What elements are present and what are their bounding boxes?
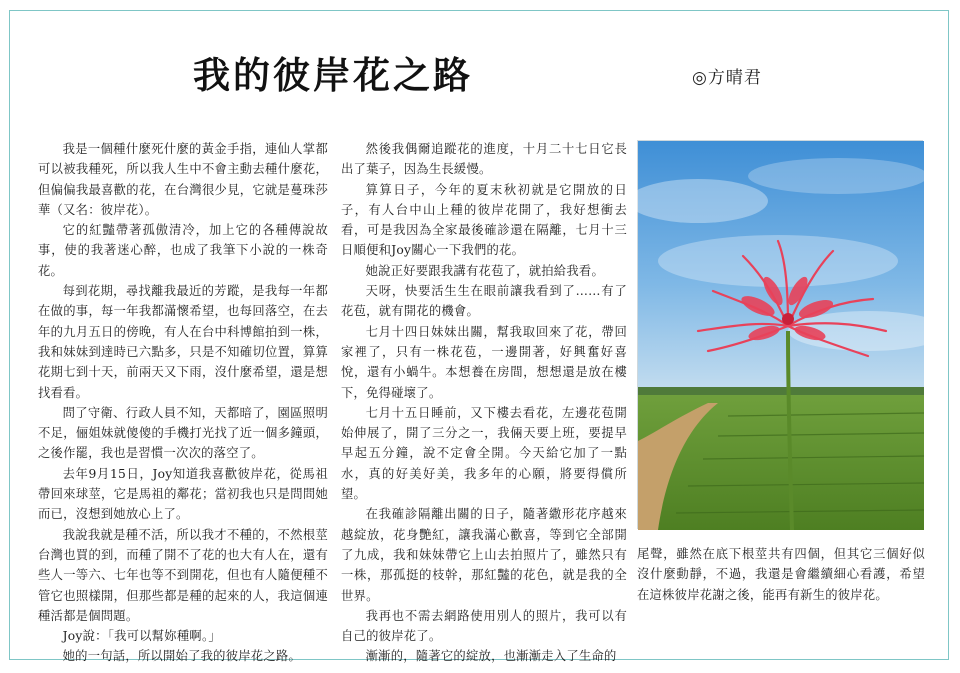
paragraph: 去年9月15日，Joy知道我喜歡彼岸花，從馬祖帶回來球莖，它是馬祖的鄰花；當初我也只是問問她而已，沒想到她放心上了。 [38,466,328,522]
spider-lily-photo [637,140,923,529]
paragraph: 每到花期，尋找離我最近的芳蹤，是我每一年都在做的事，每一年我都滿懷希望，也每回落空，在去年的九月五日的傍晚，有人在台中科博館拍到一株，我和妹妹到達時已六點多，只是不知確切位置，算算花期七到十天，前兩天又下雨，沒什麼希望，還是想找看看。 [38,284,328,400]
article-author: ◎方晴君 [692,68,762,88]
paragraph: 它的紅豔帶著孤傲清冷，加上它的各種傳說故事，使的我著迷心醉，也成了我筆下小說的一株奇花。 [38,223,328,278]
paragraph: 尾聲，雖然在底下根莖共有四個，但其它三個好似沒什麼動靜，不過，我還是會繼續細心看護，希望在這株彼岸花謝之後，能再有新生的彼岸花。 [637,547,925,602]
paragraph: 我再也不需去網路使用別人的照片，我可以有自己的彼岸花了。 [341,608,627,644]
paragraph: 她說正好要跟我講有花苞了，就拍給我看。 [365,263,604,278]
paragraph: Joy說：「我可以幫妳種啊。」 [62,629,221,644]
article-column-2 [341,139,627,664]
paragraph: 我是一個種什麼死什麼的黃金手指，連仙人掌都可以被我種死，所以我人生中不會主動去種什麼花，但偏偏我最喜歡的花，在台灣很少見，它就是蔓珠莎華（又名：彼岸花）。 [38,142,328,217]
paragraph: 我說我就是種不活，所以我才不種的，不然根莖台灣也買的到，而種了開不了花的也大有人在，還有些人一等六、七年也等不到開花，但也有人隨便種不管它也照樣開，但那些都是種的起來的人，我這個連種活都是個問題。 [38,527,328,623]
paragraph: 漸漸的，隨著它的綻放，也漸漸走入了生命的 [365,649,617,664]
paragraph: 七月十四日妹妹出關，幫我取回來了花，帶回家裡了，只有一株花苞，一邊開著，好興奮好喜悅，還有小蝸牛。本想養在房間，想想還是放在樓下，免得碰壞了。 [341,324,627,400]
paragraph: 天呀，快要活生生在眼前讓我看到了……有了花苞，就有開花的機會。 [341,284,627,319]
paragraph: 然後我偶爾追蹤花的進度，十月二十七日它長出了葉子，因為生長緩慢。 [341,142,627,177]
paragraph: 問了守衛、行政人員不知，天都暗了，園區照明不足，俪姐妹就傻傻的手機打光找了近一個多鐘頭，之後作罷，我也是習慣一次次的落空了。 [38,405,328,461]
article-column-1 [38,139,328,664]
article-title: 我的彼岸花之路 [193,53,473,97]
paragraph: 她的一句話，所以開始了我的彼岸花之路。 [62,649,301,664]
paragraph: 七月十五日睡前，又下樓去看花，左邊花苞開始伸展了，開了三分之一，我倆天要上班，要提早早起五分鐘，說不定會全開。今天給它加了一點水，真的好美好美，我多年的心願，將要得償所望。 [341,405,627,502]
paragraph: 在我確診隔離出關的日子，隨著繖形花序越來越綻放，花身艷紅，讓我滿心歡喜，等到它全部開了九成，我和妹妹帶它上山去拍照片了，雖然只有一株，那孤挺的枝幹，那紅豔的花色，就是我的全世界。 [341,507,627,603]
paragraph: 算算日子，今年的夏末秋初就是它開放的日子，有人台中山上種的彼岸花開了，我好想衝去看，可是我因為全家最後確診還在隔離，七月十三日順便和Joy關心一下我們的花。 [341,182,627,258]
article-column-3 [637,544,925,624]
